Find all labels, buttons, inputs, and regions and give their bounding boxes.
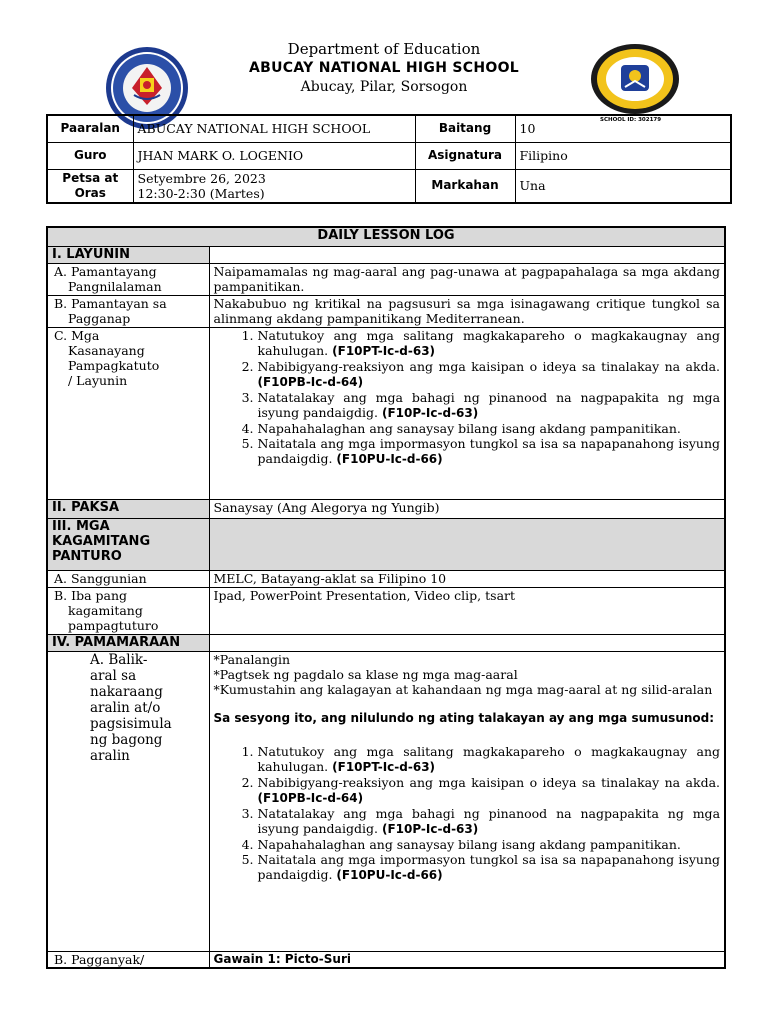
department-name: Department of Education [287, 40, 481, 58]
petsa-label: Petsa at Oras [47, 169, 133, 203]
list-item: 3. Natatalakay ang mga bahagi ng pinanood na nagpapakita ng mga isyung pandaigdig. (F10P-Ic-d-63) [258, 806, 721, 837]
info-row [47, 142, 731, 169]
petsa-date: Setyembre 26, 2023 [137, 170, 266, 186]
layunin-heading: I. LAYUNIN [47, 246, 209, 263]
pamamaraan-heading: IV. PAMAMARAAN [47, 634, 209, 651]
baitang-value: 10 [515, 115, 731, 142]
paksa-text: Sanaysay (Ang Alegorya ng Yungib) [209, 499, 725, 518]
pagganyak-text: Gawain 1: Picto-Suri [209, 951, 725, 968]
objectives-list [214, 328, 721, 467]
asignatura-label: Asignatura [415, 142, 515, 169]
kagamitan-empty [209, 518, 725, 570]
school-address: Abucay, Pilar, Sorsogon [300, 79, 468, 95]
guro-label: Guro [47, 142, 133, 169]
paaralan-label: Paaralan [47, 115, 133, 142]
school-name: ABUCAY NATIONAL HIGH SCHOOL [248, 60, 520, 76]
markahan-label: Markahan [415, 169, 515, 203]
balik-aral-label: A. Balik-aral sa nakaraang aralin at/o pagsisimula ng bagong aralin [47, 651, 209, 951]
markahan-value: Una [515, 169, 731, 203]
guro-value: JHAN MARK O. LOGENIO [133, 142, 415, 169]
daily-lesson-log-table [46, 226, 726, 969]
petsa-time: 12:30-2:30 (Martes) [137, 185, 265, 201]
kagamitan-heading: III. MGA KAGAMITANG PANTURO [47, 518, 209, 570]
balik-aral-cell [209, 651, 725, 951]
objectives-cell [209, 327, 725, 499]
pagganyak-label: B. Pagganyak/ [47, 951, 209, 968]
info-row [47, 115, 731, 142]
list-item: 4. Napahahalaghan ang sanaysay bilang isang akdang pampanitikan. [258, 421, 721, 436]
list-item: 2. Nabibigyang-reaksiyon ang mga kaisipan o ideya sa tinalakay na akda. (F10PB-Ic-d-64) [258, 359, 721, 390]
pamantayan-sa-pagganap-label: B. Pamantayan sa Pagganap [47, 295, 209, 327]
layunin-empty [209, 246, 725, 263]
baitang-label: Baitang [415, 115, 515, 142]
objectives-list-repeat [214, 744, 721, 883]
asignatura-value: Filipino [515, 142, 731, 169]
pamamaraan-empty [209, 634, 725, 651]
school-id: SCHOOL ID: 302179 [600, 117, 662, 123]
list-item: 5. Naitatala ang mga impormasyon tungkol sa isa sa napapanahong isyung pandaigdig. (F10PU-Ic-d-66) [258, 436, 721, 467]
school-seal-icon [590, 43, 680, 115]
pamantayang-pangnilalaman-label: A. Pamantayang Pangnilalaman [47, 263, 209, 295]
paksa-heading: II. PAKSA [47, 499, 209, 518]
list-item: 3. Natatalakay ang mga bahagi ng pinanood na nagpapakita ng mga isyung pandaigdig. (F10P-Ic-d-63) [258, 390, 721, 421]
balik-aral-line: *Pagtsek ng pagdalo sa klase ng mga mag-aaral [213, 666, 518, 682]
sesyong-intro: Sa sesyong ito, ang nilulundo ng ating talakayan ay ang mga sumusunod: [213, 710, 715, 725]
header-text [200, 40, 568, 96]
iba-pang-kagamitan-text: Ipad, PowerPoint Presentation, Video clip, tsart [209, 587, 725, 634]
pamantayang-pangnilalaman-text: Naipamamalas ng mag-aaral ang pag-unawa at pagpapahalaga sa mga akdang pampanitikan. [209, 263, 725, 295]
document-header [0, 0, 768, 110]
list-item: 5. Naitatala ang mga impormasyon tungkol sa isa sa napapanahong isyung pandaigdig. (F10PU-Ic-d-66) [258, 852, 721, 883]
log-title: DAILY LESSON LOG [47, 227, 725, 246]
petsa-value [133, 169, 415, 203]
list-item: 1. Natutukoy ang mga salitang magkakapareho o magkakaugnay ang kahulugan. (F10PT-Ic-d-63) [258, 328, 721, 359]
sanggunian-text: MELC, Batayang-aklat sa Filipino 10 [209, 570, 725, 587]
list-item: 1. Natutukoy ang mga salitang magkakapareho o magkakaugnay ang kahulugan. (F10PT-Ic-d-63) [258, 744, 721, 775]
sanggunian-label: A. Sanggunian [47, 570, 209, 587]
list-item: 4. Napahahalaghan ang sanaysay bilang isang akdang pampanitikan. [258, 837, 721, 852]
balik-aral-line: *Kumustahin ang kalagayan at kahandaan ng mga mag-aaral at ng silid-aralan [213, 681, 713, 697]
balik-aral-line: *Panalangin [213, 651, 291, 667]
info-table [46, 114, 732, 204]
list-item: 2. Nabibigyang-reaksiyon ang mga kaisipan o ideya sa tinalakay na akda. (F10PB-Ic-d-64) [258, 775, 721, 806]
kasanayang-pampagkatuto-label: C. Mga Kasanayang Pampagkatuto / Layunin [47, 327, 209, 499]
info-row [47, 169, 731, 203]
paaralan-value: ABUCAY NATIONAL HIGH SCHOOL [133, 115, 415, 142]
iba-pang-kagamitan-label: B. Iba pang kagamitang pampagtuturo [47, 587, 209, 634]
pamantayan-sa-pagganap-text: Nakabubuo ng kritikal na pagsusuri sa mga isinagawang critique tungkol sa alinmang akdang pampanitikang Mediterranean. [209, 295, 725, 327]
